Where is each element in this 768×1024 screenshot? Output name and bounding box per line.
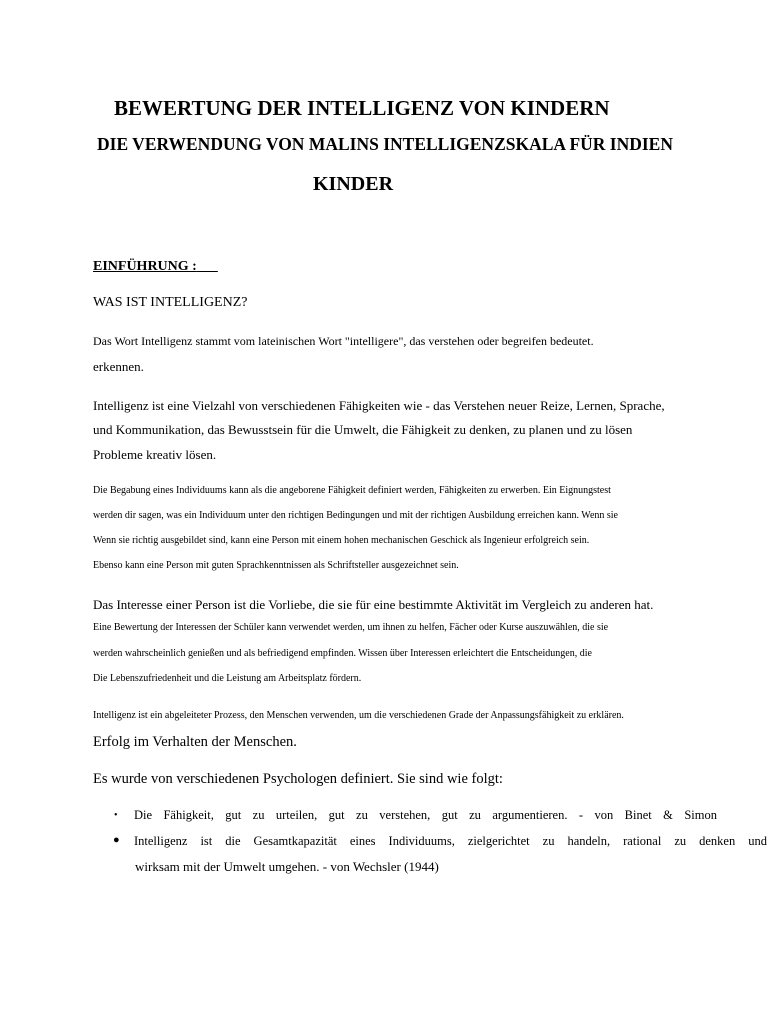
section-heading-text: EINFÜHRUNG : (93, 259, 197, 274)
paragraph-4-lead: Das Interesse einer Person ist die Vorliebe, die sie für eine bestimmte Aktivität im Vergleich zu anderen hat. (93, 597, 654, 612)
definition-wechsler-line-1: Intelligenz ist die Gesamtkapazität eines Individuums, zielgerichtet zu handeln, rational zu denken und (134, 834, 767, 848)
paragraph-4-line-1: Eine Bewertung der Interessen der Schüler kann verwendet werden, um ihnen zu helfen, Fächer oder Kurse auszuwählen, die sie (93, 622, 609, 633)
paragraph-3-line-3: Wenn sie richtig ausgebildet sind, kann eine Person mit einem hohen mechanischen Geschick als Ingenieur erfolgreich sein. (93, 535, 590, 546)
document-title-line-3: KINDER (313, 173, 394, 195)
definition-binet-simon: Die Fähigkeit, gut zu urteilen, gut zu verstehen, gut zu argumentieren. - von Binet & Simon (134, 808, 717, 822)
document-title-line-1: BEWERTUNG DER INTELLIGENZ VON KINDERN (114, 96, 610, 120)
paragraph-3-line-2: werden dir sagen, was ein Individuum unter den richtigen Bedingungen und mit der richtigen Ausbildung erreichen kann. Wenn sie (93, 510, 618, 521)
paragraph-4-line-3: Die Lebenszufriedenheit und die Leistung am Arbeitsplatz fördern. (93, 673, 362, 684)
document-title-line-2: DIE VERWENDUNG VON MALINS INTELLIGENZSKALA FÜR INDIEN (97, 134, 673, 154)
paragraph-5-large: Erfolg im Verhalten der Menschen. (93, 734, 297, 750)
paragraph-2-line-1: Intelligenz ist eine Vielzahl von verschiedenen Fähigkeiten wie - das Verstehen neuer Reize, Lernen, Sprache, (93, 398, 665, 413)
paragraph-2-line-3: Probleme kreativ lösen. (93, 447, 217, 462)
paragraph-6: Es wurde von verschiedenen Psychologen definiert. Sie sind wie folgt: (93, 771, 503, 787)
paragraph-4-line-2: werden wahrscheinlich genießen und als befriedigend empfinden. Wissen über Interessen erleichtert die Entscheidungen, die (93, 648, 592, 659)
paragraph-1-line-1: Das Wort Intelligenz stammt vom lateinischen Wort "intelligere", das verstehen oder begreifen bedeutet. (93, 334, 594, 348)
paragraph-5-small: Intelligenz ist ein abgeleiteter Prozess, den Menschen verwenden, um die verschiedenen Grade der Anpassungsfähigkeit zu erklären. (93, 710, 624, 721)
definition-wechsler-line-2: wirksam mit der Umwelt umgehen. - von Wechsler (1944) (135, 859, 439, 874)
section-heading (93, 259, 218, 275)
paragraph-1-line-2: erkennen. (93, 359, 144, 374)
bullet-marker: ● (113, 834, 120, 846)
bullet-marker: • (114, 810, 118, 821)
paragraph-2-line-2: und Kommunikation, das Bewusstsein für die Umwelt, die Fähigkeit zu denken, zu planen und zu lösen (93, 422, 633, 437)
paragraph-3-line-1: Die Begabung eines Individuums kann als die angeborene Fähigkeit definiert werden, Fähigkeiten zu erwerben. Ein Eignungstest (93, 485, 611, 496)
question-heading: WAS IST INTELLIGENZ? (93, 295, 248, 310)
paragraph-3-line-4: Ebenso kann eine Person mit guten Sprachkenntnissen als Schriftsteller ausgezeichnet sein. (93, 560, 459, 571)
